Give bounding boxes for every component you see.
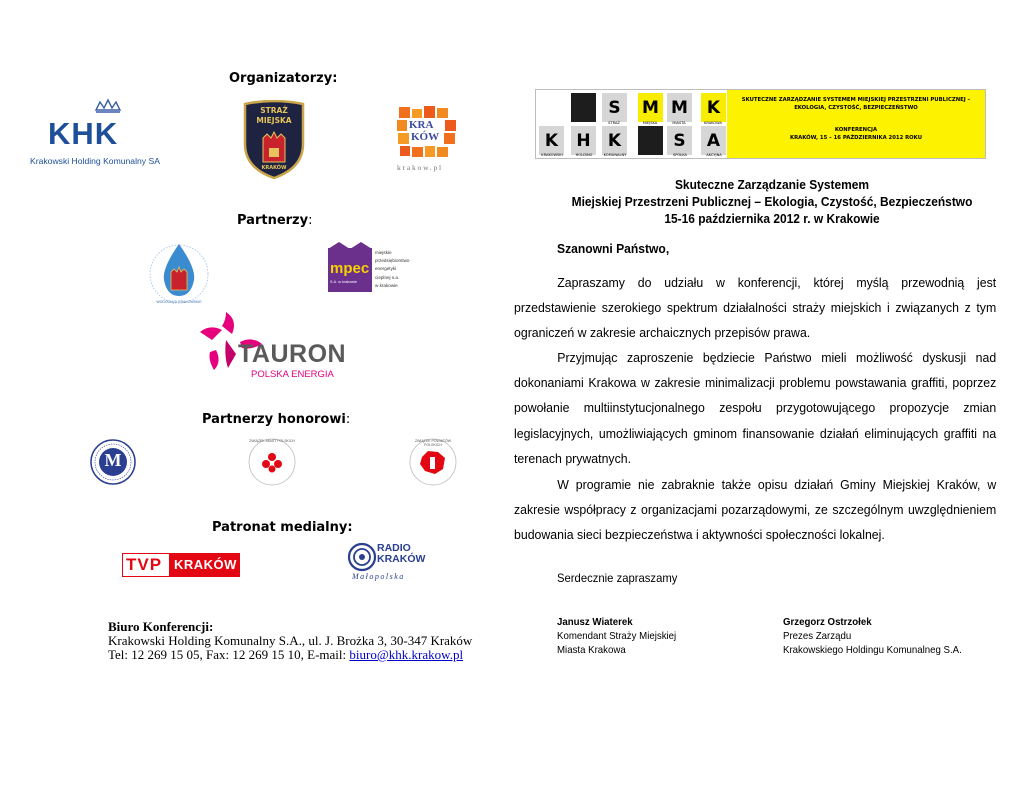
- banner-tile-h: [571, 126, 596, 155]
- straz-mid-text: MIEJSKA: [256, 116, 292, 125]
- radio-signal-icon: [347, 542, 377, 572]
- banner-caption: HOLDING: [575, 153, 593, 157]
- banner-tile-letter: S: [608, 97, 621, 118]
- tauron-logo: [196, 310, 356, 386]
- partners-heading: Partnerzy:: [237, 213, 313, 228]
- mpec-line: cieplnej s.a.: [375, 274, 400, 280]
- krakow-url: krakow.pl: [397, 163, 443, 172]
- signature-1: [557, 615, 676, 657]
- mpec-sub: S.A. w krakowie: [330, 280, 358, 284]
- zwiazek-miast-logo: [247, 437, 297, 487]
- mpec-mark: mpec: [330, 260, 370, 277]
- closing: Serdecznie zapraszamy: [557, 571, 678, 585]
- sig1-line2: Miasta Krakowa: [557, 644, 626, 656]
- mpec-line: miejskie: [375, 250, 392, 255]
- honorary-partners-heading: Partnerzy honorowi:: [202, 412, 351, 427]
- banner-tile-letter: A: [706, 130, 721, 151]
- salutation: Szanowni Państwo,: [557, 241, 670, 256]
- conference-banner: [535, 89, 986, 159]
- sig2-line1: Prezes Zarządu: [783, 630, 852, 642]
- banner-tile-letter: M: [671, 97, 688, 118]
- paragraph-1: Zapraszamy do udziału w konferencji, której myślą przewodnią jest przedstawienie szerokiego spektrum działalności straży miejskich i związanych z tym ograniczeń w zakresie archaicznych przepisów prawa.: [514, 275, 997, 341]
- heading-line3: 15-16 października 2012 r. w Krakowie: [664, 211, 880, 226]
- banner-caption: STRAŻ: [608, 121, 620, 125]
- banner-tile-m2: [667, 93, 692, 122]
- krakow-text-1: KRA: [409, 119, 434, 131]
- heading-line1: Skuteczne Zarządzanie Systemem: [674, 177, 870, 192]
- radio-line1: RADIO: [377, 542, 411, 554]
- banner-tile-k2: [539, 126, 564, 155]
- tauron-sub: POLSKA ENERGIA: [251, 369, 334, 380]
- banner-tile-letter: H: [576, 130, 591, 151]
- krakow-text-2: KÓW: [411, 131, 440, 143]
- water-drop-icon: [146, 238, 212, 306]
- banner-caption: KRAKOWA: [704, 121, 722, 125]
- mpec-lines: [375, 249, 409, 290]
- straz-miejska-logo: [241, 100, 307, 180]
- letter-heading: [571, 176, 973, 227]
- office-title: Biuro Konferencji:: [108, 619, 214, 634]
- khk-name: Krakowski Holding Komunalny SA: [30, 156, 160, 166]
- straz-bottom-text: KRAKÓW: [261, 165, 287, 171]
- radio-line2: KRAKÓW: [377, 553, 426, 565]
- metropolis-letter: M: [104, 450, 122, 470]
- metropolis-logo: [90, 439, 136, 485]
- zwiazek-miast-icon: [247, 437, 297, 487]
- tauron-name: TAURON: [238, 340, 347, 368]
- banner-line3: KONFERENCJA: [834, 127, 878, 133]
- mpec-line: przedsiębiorstwo: [375, 258, 410, 264]
- banner-caption: KRAKOWSKI: [541, 153, 563, 157]
- paragraph-2: Przyjmując zaproszenie będziecie Państwo mieli możliwość dyskusji nad dokonaniami Krakowa w zakresie minimalizacji problemu powstawania graffiti, poprzez powołanie multiinstytucjonalnego zespołu przygotowującego propozycje zmian legislacyjnych, umożliwiających gminom finansowanie działań eliminujących graffiti na terenach prywatnych.: [514, 350, 997, 466]
- heading-line2: Miejskiej Przestrzeni Publicznej – Ekologia, Czystość, Bezpieczeństwo: [571, 194, 973, 209]
- zwiazek-powiatow-text: ZWIĄZEK POWIATÓW POLSKICH: [414, 439, 452, 447]
- mpec-line: energetyki: [375, 266, 397, 272]
- banner-caption: SPÓŁKA: [672, 153, 688, 157]
- tvp-box: [122, 553, 170, 577]
- mpec-logo: [328, 242, 420, 294]
- banner-line2: EKOLOGIA, CZYSTOŚĆ, BEZPIECZEŃSTWO: [794, 105, 918, 111]
- khk-logo: [18, 94, 169, 184]
- paragraph-3: W programie nie zabraknie także opisu działań Gminy Miejskiej Kraków, w zakresie współpracy z organizacjami pozarządowymi, ze szczególnym uwzględnieniem budowania sieci bezpieczeństwa i aktywności społeczności lokalnej.: [514, 477, 997, 543]
- office-address: Krakowski Holding Komunalny S.A., ul. J. Brożka 3, 30-347 Kraków: [108, 633, 473, 648]
- banner-text-panel: [727, 90, 985, 158]
- banner-caption: MIEJSKA: [642, 121, 658, 125]
- wodociagi-text: WODOCIĄGI KRAKOWSKIE: [156, 300, 202, 304]
- sig1-line1: Komendant Straży Miejskiej: [557, 630, 677, 642]
- sig2-line2: Krakowskiego Holdingu Komunalneg S.A.: [783, 644, 962, 656]
- banner-tile-letter: K: [607, 130, 622, 151]
- banner-tile-letter: K: [706, 97, 721, 118]
- banner-tile-letter: S: [673, 130, 686, 151]
- banner-tile-s: [602, 93, 627, 122]
- banner-tile-letter: K: [544, 130, 559, 151]
- signature-2: [783, 615, 962, 657]
- banner-tile-k: [701, 93, 726, 122]
- banner-caption: AKCYJNA: [706, 153, 722, 157]
- organizers-heading: Organizatorzy:: [229, 71, 338, 86]
- banner-tile-k3: [602, 126, 627, 155]
- banner-tile-a: [701, 126, 726, 155]
- banner-tile-s2: [667, 126, 692, 155]
- banner-tile-m1: [638, 93, 663, 122]
- banner-caption: KOMUNALNY: [603, 153, 627, 157]
- office-email-link[interactable]: biuro@khk.krakow.pl: [349, 647, 464, 662]
- zwiazek-powiatow-logo: [408, 437, 458, 487]
- mpec-mark-box: [328, 248, 372, 292]
- banner-caption: MIASTA: [672, 121, 686, 125]
- tvp-mark: TVP: [126, 555, 163, 574]
- radio-krakow-logo: [347, 540, 433, 584]
- banner-line1: SKUTECZNE ZARZĄDZANIE SYSTEMEM MIEJSKIEJ PRZESTRZENI PUBLICZNEJ –: [741, 97, 971, 103]
- office-contact-text: Tel: 12 269 15 05, Fax: 12 269 15 10, E-mail:: [108, 647, 350, 662]
- media-patronage-heading: Patronat medialny:: [212, 520, 353, 535]
- khk-mark: KHK: [48, 116, 119, 151]
- tvp-city: KRAKÓW: [174, 557, 237, 572]
- wodociagi-logo: [146, 238, 212, 306]
- sig1-name: Janusz Wiaterek: [557, 616, 633, 628]
- mpec-line: w krakowie: [375, 282, 398, 288]
- tvp-city-box: [170, 553, 240, 577]
- sig2-name: Grzegorz Ostrzołek: [783, 616, 872, 628]
- banner-line4: KRAKÓW, 15 – 16 PAŹDZIERNIKA 2012 ROKU: [789, 135, 922, 141]
- zwiazek-miast-text: ZWIĄZEK MIAST POLSKICH: [249, 439, 295, 443]
- banner-tile-blank2: [638, 126, 663, 155]
- tvp-krakow-logo: [122, 553, 240, 577]
- radio-line3: Małopolska: [352, 572, 405, 581]
- krakow-pl-logo: [395, 105, 459, 173]
- banner-tile-blank: [571, 93, 596, 122]
- office-contact: [108, 647, 463, 663]
- banner-tile-letter: M: [642, 97, 659, 118]
- straz-top-text: STRAŻ: [260, 106, 288, 115]
